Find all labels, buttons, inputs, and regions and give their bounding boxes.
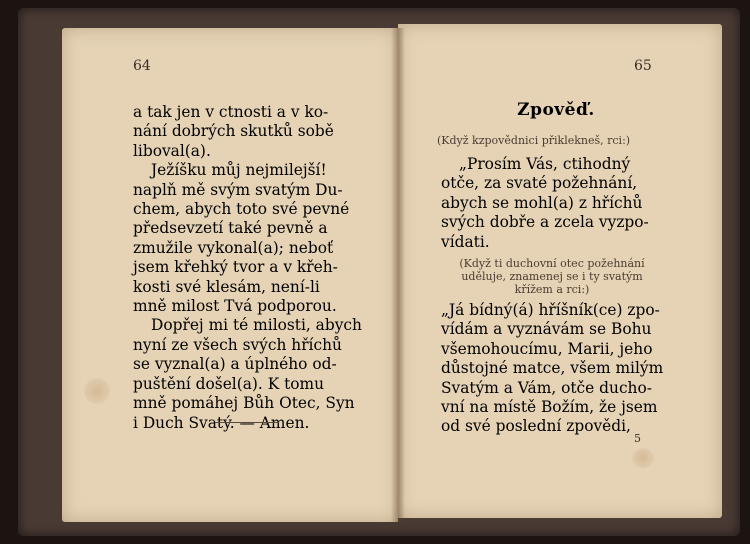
text-line: „Prosím Vás, ctihodný bbox=[459, 155, 631, 173]
text-line: vní na místě Božím, že jsem bbox=[441, 398, 658, 417]
text-line: i Duch Svatý. — Amen. bbox=[133, 413, 310, 432]
text-line: puštění došel(a). K tomu bbox=[133, 374, 325, 393]
text-line: zmužile vykonal(a); neboť bbox=[133, 238, 334, 257]
text-line: předsevzetí také pevně a bbox=[133, 219, 328, 238]
rubric-line: křížem a rci:) bbox=[514, 283, 590, 296]
rubric-line: (Když ti duchovní otec požehnání bbox=[459, 257, 645, 270]
paper-stain bbox=[84, 378, 110, 404]
book-gutter bbox=[391, 28, 405, 522]
text-line: vídati. bbox=[441, 232, 490, 251]
chapter-title: Zpověď. bbox=[517, 100, 595, 120]
rubric-instruction: (Když kzpovědnici přiklekneš, rci:) bbox=[437, 134, 631, 147]
text-line: Ježíšku můj nejmilejší! bbox=[151, 161, 327, 180]
text-line: nyní ze všech svých hříchů bbox=[133, 335, 342, 354]
text-line: důstojné matce, všem milým bbox=[441, 359, 664, 378]
text-line: kosti své klesám, není-li bbox=[133, 277, 320, 296]
text-line: svých dobře a zcela vyzpo- bbox=[441, 213, 649, 232]
text-line: a tak jen v ctnosti a v ko- bbox=[133, 103, 329, 121]
text-line: od své poslední zpovědi, bbox=[441, 417, 631, 436]
text-line: mně pomáhej Bůh Otec, Syn bbox=[133, 394, 355, 413]
rubric-instruction-2 bbox=[447, 257, 657, 296]
text-line: liboval(a). bbox=[133, 141, 211, 160]
prayer-text-2 bbox=[441, 301, 664, 437]
text-line: „Já bídný(á) hříšník(ce) zpo- bbox=[441, 301, 660, 319]
text-line: Svatým a Vám, otče ducho- bbox=[441, 378, 652, 397]
text-line: Dopřej mi té milosti, abych bbox=[151, 316, 362, 335]
signature-mark: 5 bbox=[634, 432, 641, 445]
text-line: abych se mohl(a) z hříchů bbox=[441, 193, 643, 212]
text-line: naplň mě svým svatým Du- bbox=[133, 180, 343, 199]
text-line: nání dobrých skutků sobě bbox=[133, 122, 334, 141]
end-rule-divider bbox=[215, 422, 279, 423]
text-line: jsem křehký tvor a v křeh- bbox=[133, 258, 338, 277]
page-number-left: 64 bbox=[133, 58, 151, 74]
prayer-text-1 bbox=[441, 155, 659, 252]
rubric-line: uděluje, znamenej se i ty svatým bbox=[461, 270, 643, 283]
text-line: otče, za svaté požehnání, bbox=[441, 174, 638, 193]
text-line: chem, abych toto své pevné bbox=[133, 200, 350, 219]
paper-stain bbox=[632, 448, 654, 468]
text-line: mně milost Tvá podporou. bbox=[133, 297, 337, 316]
text-line: se vyznal(a) a úplného od- bbox=[133, 355, 337, 374]
page-number-right: 65 bbox=[634, 58, 652, 74]
left-page-text bbox=[133, 103, 362, 433]
text-line: všemohoucímu, Marii, jeho bbox=[441, 339, 653, 358]
text-line: vídám a vyznávám se Bohu bbox=[441, 320, 652, 339]
